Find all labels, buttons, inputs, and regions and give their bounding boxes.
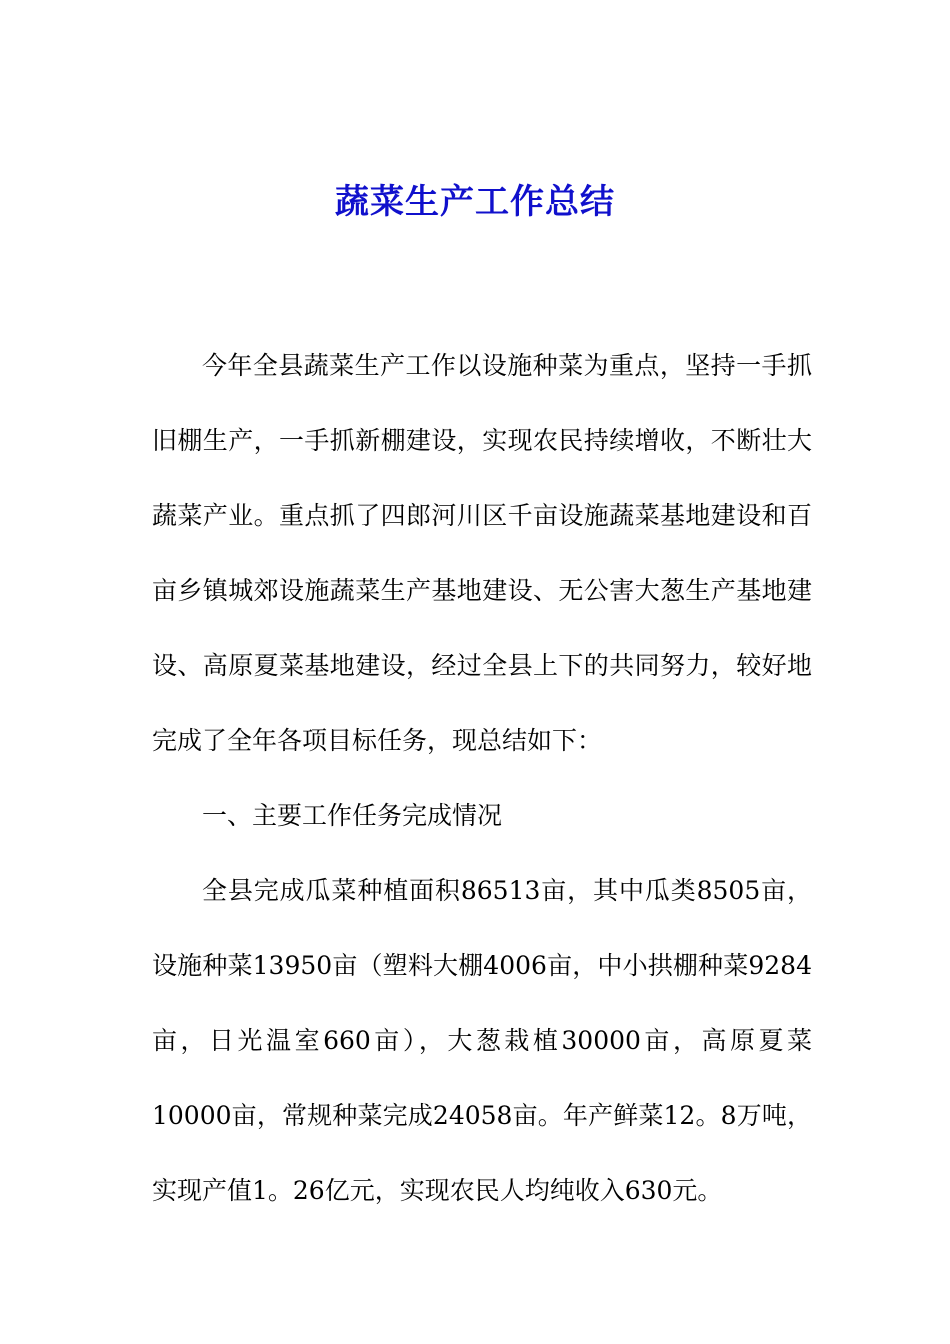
section-heading: 一、主要工作任务完成情况: [202, 801, 503, 830]
document-body: [152, 328, 812, 1228]
paragraph-statistics: 全县完成瓜菜种植面积86513亩，其中瓜类8505亩，设施种菜13950亩（塑料大棚4006亩，中小拱棚种菜9284亩，日光温室660亩），大葱栽植30000亩，高原夏菜10000亩，常规种菜完成24058亩。年产鲜菜12。8万吨，实现产值1。26亿元，实现农民人均纯收入630元。: [152, 876, 812, 1205]
document-title: 蔬菜生产工作总结: [335, 182, 615, 222]
paragraph-intro: 今年全县蔬菜生产工作以设施种菜为重点，坚持一手抓旧棚生产，一手抓新棚建设，实现农民持续增收，不断壮大蔬菜产业。重点抓了四郎河川区千亩设施蔬菜基地建设和百亩乡镇城郊设施蔬菜生产基地建设、无公害大葱生产基地建设、高原夏菜基地建设，经过全县上下的共同努力，较好地完成了全年各项目标任务，现总结如下：: [152, 351, 812, 755]
